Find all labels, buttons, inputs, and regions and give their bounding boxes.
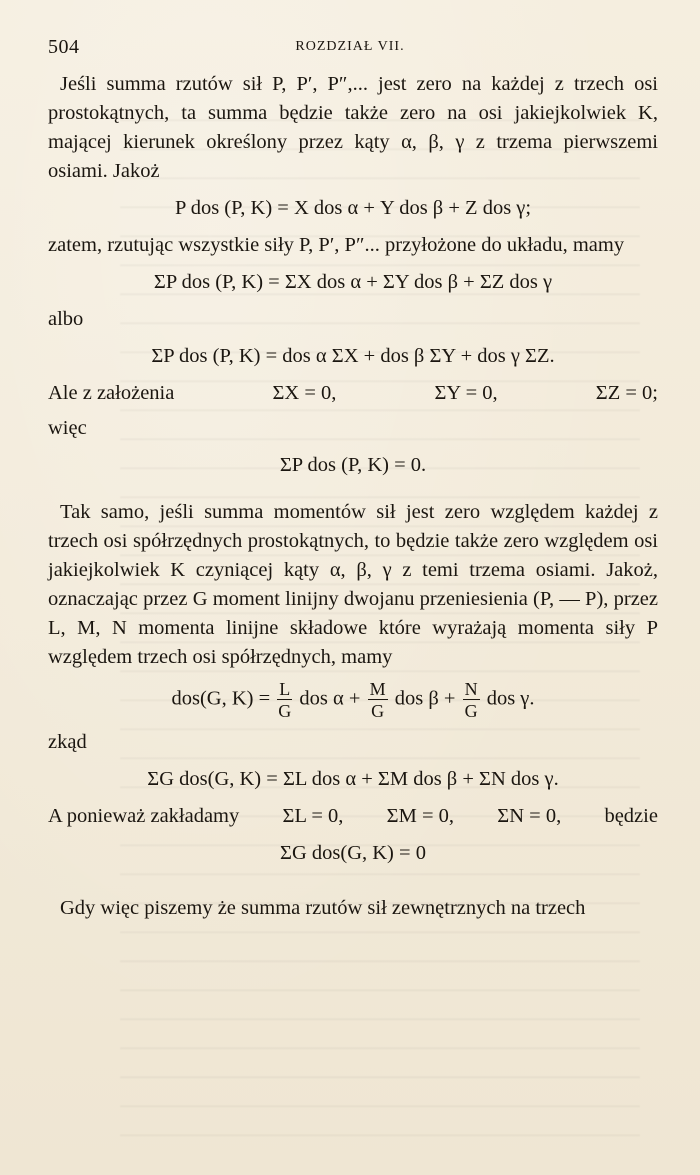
running-head: ROZDZIAŁ VII. [295,39,405,54]
page-number: 504 [48,36,80,58]
equation-sum-projection-zero: ΣP dos (P, K) = 0. [279,454,427,476]
equation-sum-moments: ΣG dos(G, K) = ΣL dos α + ΣM dos β + ΣN dos γ. [147,768,559,790]
assumption-moments-lead: A ponieważ zakładamy [48,805,240,827]
assumption-line [48,379,658,408]
assumption-moments-line [48,802,658,831]
fraction-l-numerator: L [279,679,291,699]
paragraph-sum-of-projections: Jeśli summa rzutów sił P, P′, P″,... jest zero na każdej z trzech osi prostokątnych, ta summa będzie także zero na osi jakiejkolwiek K, mającej kierunek określony przez kąty α, β, γ z trzema pierwszemi osiami. Jakoż [48,73,658,182]
fraction-m-over-g [368,680,388,720]
equation-sum-projection: ΣP dos (P, K) = ΣX dos α + ΣY dos β + ΣZ dos γ [153,271,553,293]
fraction-n-numerator: N [464,679,478,699]
assumption-lead: Ale z założenia [48,382,175,404]
equation-sum-moments-zero: ΣG dos(G, K) = 0 [280,842,426,864]
equation-projection-p: P dos (P, K) = X dos α + Y dos β + Z dos γ; [174,197,532,219]
assumption-moments-end: będzie [604,805,658,827]
fraction-n-over-g [463,680,480,720]
eq5-term-3: dos γ. [486,687,535,710]
fraction-l-denominator: G [278,701,292,721]
eq5-left: dos(G, K) = [171,687,271,710]
equation-moment-projection [48,680,658,720]
eq5-term-1: dos α + [299,687,361,710]
fraction-m-numerator: M [369,679,386,699]
page-body [48,70,658,923]
fraction-n-denominator: G [464,701,478,721]
assumption-sum-m: ΣM = 0, [386,805,455,827]
paragraph-projecting-forces: zatem, rzutując wszystkie siły P, P′, P″... przyłożone do układu, mamy [48,234,625,256]
fraction-l-over-g [277,680,292,720]
assumption-sum-n: ΣN = 0, [497,805,562,827]
assumption-sum-l: ΣL = 0, [282,805,344,827]
eq5-term-2: dos β + [394,687,456,710]
word-wiec: więc [48,417,87,439]
assumption-sum-x: ΣX = 0, [272,382,337,404]
equation-sum-projection-regrouped: ΣP dos (P, K) = dos α ΣX + dos β ΣY + dos γ ΣZ. [151,345,555,367]
assumption-sum-z: ΣZ = 0; [595,382,658,404]
paragraph-final-line: Gdy więc piszemy że summa rzutów sił zewnętrznych na trzech [60,897,586,919]
word-zkad: zkąd [48,731,87,753]
word-albo: albo [48,308,84,330]
fraction-m-denominator: G [371,701,385,721]
assumption-sum-y: ΣY = 0, [434,382,498,404]
paragraph-moments: Tak samo, jeśli summa momentów sił jest zero względem każdej z trzech osi spółrzędnych prostokątnych, to będzie także zero względem osi jakiejkolwiek K czyniącej kąty α, β, γ z temi trzema osiami. Jakoż, oznaczając przez G moment linijny dwojanu przeniesienia (P, — P), przez L, M, N momenta linijne składowe które wyrażają momenta siły P względem trzech osi spółrzędnych, mamy [48,501,658,668]
page-header [48,36,652,60]
